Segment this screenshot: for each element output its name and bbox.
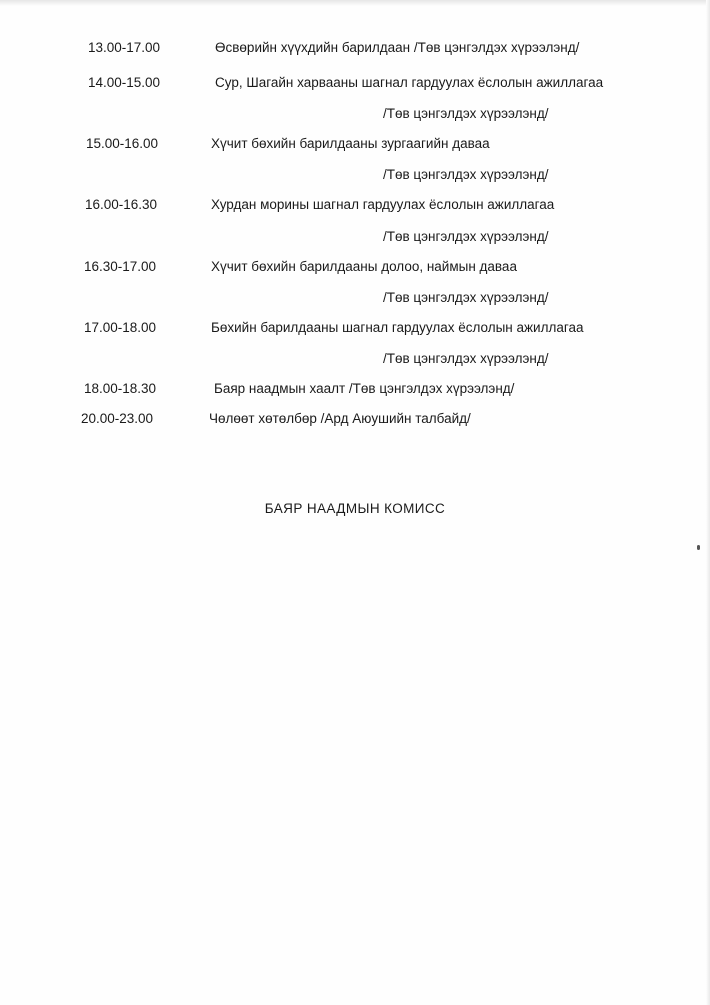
- schedule-time: 17.00-18.00: [84, 320, 157, 335]
- schedule-time: 18.00-18.30: [84, 381, 157, 396]
- schedule-event: Бөхийн барилдааны шагнал гардуулах ёслолын ажиллагаа: [211, 320, 584, 335]
- schedule-time: 15.00-16.00: [86, 136, 159, 151]
- schedule-row: [0, 409, 710, 429]
- scan-speck: [697, 545, 700, 550]
- schedule-venue: /Төв цэнгэлдэх хүрээлэнд/: [383, 167, 549, 182]
- schedule-event: Хүчит бөхийн барилдааны зургаагийн даваа: [211, 136, 490, 151]
- scan-shadow-top: [0, 0, 710, 6]
- schedule-venue: /Төв цэнгэлдэх хүрээлэнд/: [383, 290, 549, 305]
- schedule-time: 20.00-23.00: [81, 411, 154, 426]
- schedule-row: [0, 195, 710, 215]
- schedule-venue: /Төв цэнгэлдэх хүрээлэнд/: [383, 229, 549, 244]
- committee-signature: БАЯР НААДМЫН КОМИСС: [264, 501, 446, 516]
- schedule-row: [0, 134, 710, 154]
- schedule-event: Хурдан морины шагнал гардуулах ёслолын ажиллагаа: [211, 197, 555, 212]
- schedule-event: Хүчит бөхийн барилдааны долоо, наймын даваа: [211, 259, 517, 274]
- schedule-time: 14.00-15.00: [88, 75, 161, 90]
- schedule-time: 16.00-16.30: [85, 197, 158, 212]
- schedule-event: Өсвөрийн хүүхдийн барилдаан /Төв цэнгэлдэх хүрээлэнд/: [215, 40, 580, 55]
- schedule-event: Сур, Шагайн харвааны шагнал гардуулах ёслолын ажиллагаа: [215, 75, 604, 90]
- schedule-event: Баяр наадмын хаалт /Төв цэнгэлдэх хүрээлэнд/: [214, 381, 515, 396]
- schedule-time: 16.30-17.00: [84, 259, 157, 274]
- schedule-venue: /Төв цэнгэлдэх хүрээлэнд/: [383, 106, 549, 121]
- schedule-row: [0, 318, 710, 338]
- schedule-event: Чөлөөт хөтөлбөр /Ард Аюушийн талбайд/: [209, 411, 471, 426]
- schedule-venue: /Төв цэнгэлдэх хүрээлэнд/: [383, 351, 549, 366]
- schedule-row: [0, 257, 710, 277]
- schedule-row: [0, 73, 710, 93]
- schedule-row: [0, 38, 710, 58]
- schedule-time: 13.00-17.00: [88, 40, 161, 55]
- schedule-row: [0, 379, 710, 399]
